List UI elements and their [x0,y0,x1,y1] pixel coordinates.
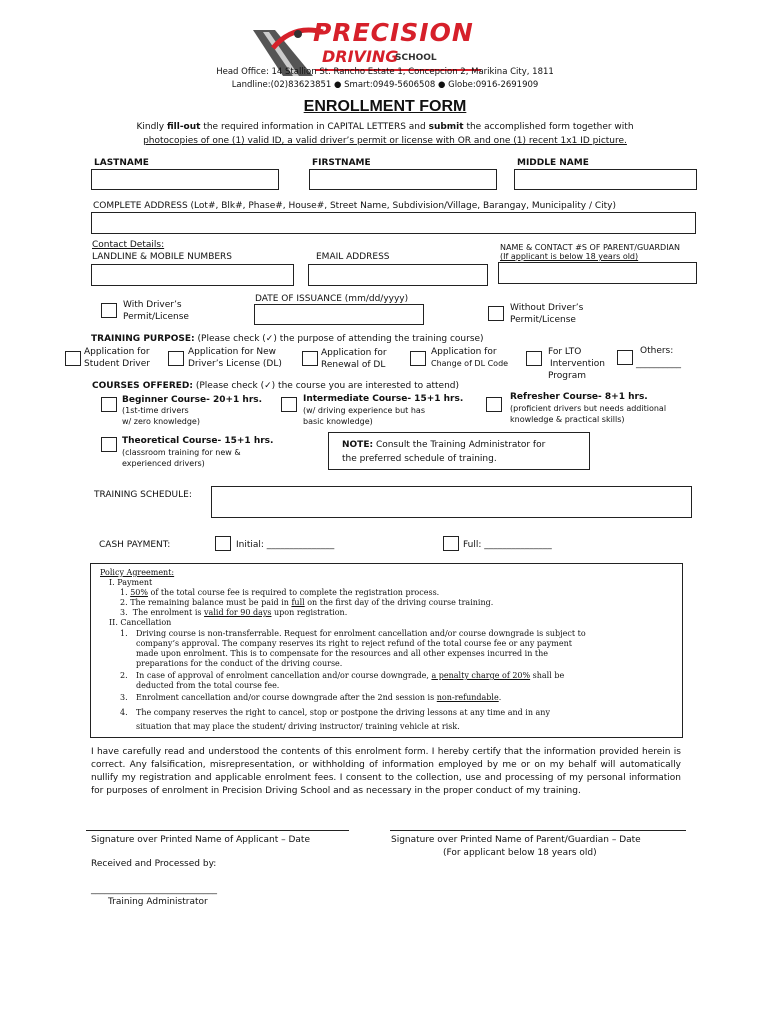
courses-offered-heading: COURSES OFFERED: (Please check (✓) the course you are interested to attend) [92,381,460,391]
contact-details-label: Contact Details: [92,240,165,250]
policy-cancel-1-line4: preparations for the conduct of the driving course. [136,659,343,668]
purpose-lto-label-1: For LTO [548,347,582,357]
purpose-others-checkbox[interactable] [617,350,633,365]
firstname-field[interactable] [309,169,497,190]
policy-payment-2: 2. The remaining balance must be paid in full on the first day of the driving course training. [120,598,494,607]
policy-cancel-4-line1: The company reserves the right to cancel, stop or postpone the driving lessons at any time and in any [136,708,550,717]
intermediate-course-title: Intermediate Course- 15+1 hrs. [303,394,464,404]
policy-cancel-1-line1: Driving course is non-transferrable. Request for enrolment cancellation and/or course downgrade is subject to [136,629,586,638]
applicant-signature-label: Signature over Printed Name of Applicant – Date [91,835,310,845]
note-line2: the preferred schedule of training. [342,454,497,464]
email-label: EMAIL ADDRESS [316,252,390,262]
parent-signature-note: (For applicant below 18 years old) [443,848,597,858]
email-field[interactable] [308,264,488,286]
brand-name: PRECISION [313,18,474,47]
instructions-line2: photocopies of one (1) valid ID, a valid driver’s permit or license with OR and one (1) recent 1x1 ID picture. [143,136,627,146]
policy-agreement-box [90,563,683,738]
parent-contact-label: NAME & CONTACT #S OF PARENT/GUARDIAN [500,243,681,252]
landline-mobile-label: LANDLINE & MOBILE NUMBERS [92,252,233,262]
policy-payment-1: 1. 50% of the total course fee is required to complete the registration process. [120,588,440,597]
policy-cancel-1-line3: made upon enrolment. This is to compensate for the resources and all other expenses incurred in the [136,649,549,658]
address-field[interactable] [91,212,696,234]
purpose-new-license-label-2: Driver’s License (DL) [188,359,282,369]
refresher-course-desc-2: knowledge & practical skills) [510,415,625,424]
policy-cancel-2-line2: deducted from the total course fee. [136,681,280,690]
policy-cancel-1-num: 1. [120,629,128,638]
parent-note-label: (If applicant is below 18 years old) [500,252,639,261]
applicant-signature-line[interactable] [86,830,349,831]
theoretical-course-desc-2: experienced drivers) [122,459,205,468]
purpose-change-code-checkbox[interactable] [410,351,426,366]
instructions-line1: Kindly fill-out the required information in CAPITAL LETTERS and submit the accomplished form together with [136,122,634,132]
purpose-student-driver-checkbox[interactable] [65,351,81,366]
purpose-renewal-checkbox[interactable] [302,351,318,366]
firstname-label: FIRSTNAME [312,158,371,168]
intermediate-course-desc-2: basic knowledge) [303,417,373,426]
lastname-label: LASTNAME [94,158,149,168]
parent-signature-label: Signature over Printed Name of Parent/Guardian – Date [391,835,641,845]
policy-cancel-3-line1: Enrolment cancellation and/or course downgrade after the 2nd session is non-refundable. [136,693,502,702]
purpose-new-license-checkbox[interactable] [168,351,184,366]
without-permit-checkbox[interactable] [488,306,504,321]
policy-section-cancellation: II. Cancellation [109,618,172,627]
payment-full-label: Full: _______________ [463,540,552,550]
policy-payment-3: 3. The enrolment is valid for 90 days upon registration. [120,608,348,617]
date-issuance-label: DATE OF ISSUANCE (mm/dd/yyyy) [255,294,409,304]
with-permit-checkbox[interactable] [101,303,117,318]
cash-payment-label: CASH PAYMENT: [99,540,171,550]
purpose-lto-checkbox[interactable] [526,351,542,366]
beginner-course-checkbox[interactable] [101,397,117,412]
purpose-new-license-label-1: Application for New [188,347,277,357]
theoretical-course-title: Theoretical Course- 15+1 hrs. [122,436,274,446]
received-processed-label: Received and Processed by: [91,859,217,869]
purpose-lto-label-2: Intervention [550,359,605,369]
policy-cancel-2-num: 2. [120,671,128,680]
date-issuance-field[interactable] [254,304,424,325]
purpose-lto-label-3: Program [548,371,586,381]
beginner-course-desc-2: w/ zero knowledge) [122,417,200,426]
intermediate-course-desc-1: (w/ driving experience but has [303,406,425,415]
form-title: ENROLLMENT FORM [303,98,467,115]
beginner-course-desc-1: (1st-time drivers [122,406,189,415]
address-label: COMPLETE ADDRESS (Lot#, Blk#, Phase#, House#, Street Name, Subdivision/Village, Barangay, Municipality / City) [93,201,616,211]
parent-signature-line[interactable] [390,830,686,831]
note-box [328,432,590,470]
brand-driving: DRIVING [322,47,399,66]
training-schedule-field[interactable] [211,486,692,518]
refresher-course-desc-1: (proficient drivers but needs additional [510,404,667,413]
policy-cancel-4-num: 4. [120,708,128,717]
policy-cancel-1-line2: company’s approval. The company reserves its right to reject refund of the total course fee or any payment [136,639,572,648]
theoretical-course-desc-1: (classroom training for new & [122,448,241,457]
with-permit-label-1: With Driver’s [123,300,182,310]
payment-initial-checkbox[interactable] [215,536,231,551]
head-office-address: Head Office: 14 Stallion St. Rancho Estate 1, Concepcion 2, Marikina City, 1811 [216,67,554,77]
policy-cancel-2-line1: In case of approval of enrolment cancellation and/or course downgrade, a penalty charge of 20% shall be [136,671,565,680]
purpose-student-driver-label-2: Student Driver [84,359,150,369]
policy-cancel-4-line2: situation that may place the student/ driving instructor/ training vehicle at risk. [136,722,460,731]
theoretical-course-checkbox[interactable] [101,437,117,452]
training-administrator-label: Training Administrator [108,897,208,907]
landline-mobile-field[interactable] [91,264,294,286]
note-line1: NOTE: Consult the Training Administrator for [342,440,546,450]
intermediate-course-checkbox[interactable] [281,397,297,412]
purpose-student-driver-label-1: Application for [84,347,150,357]
certification-paragraph: I have carefully read and understood the contents of this enrolment form. I hereby certify that the information provided herein is correct. Any falsification, misrepresentation, or withholding of information employed by me or on my behalf will automatically nullify my registration and applicable enrolment fees. I consent to the collection, use and processing of my personal information for purposes of enrolment in Precision Driving School and as necessary in the proper conduct of my training. [91,747,681,796]
without-permit-label-1: Without Driver’s [510,303,584,313]
policy-cancel-3-num: 3. [120,693,128,702]
admin-signature-line: ____________________________ [91,885,217,895]
with-permit-label-2: Permit/License [123,312,189,322]
lastname-field[interactable] [91,169,279,190]
brand-school: SCHOOL [395,53,437,63]
policy-heading: Policy Agreement: [100,568,175,577]
training-purpose-heading: TRAINING PURPOSE: (Please check (✓) the purpose of attending the training course) [91,334,484,344]
purpose-renewal-label-2: Renewal of DL [321,360,386,370]
purpose-others-label: Others: [640,346,674,356]
purpose-renewal-label-1: Application for [321,348,387,358]
middlename-field[interactable] [514,169,697,190]
payment-initial-label: Initial: _______________ [236,540,335,550]
refresher-course-checkbox[interactable] [486,397,502,412]
purpose-change-code-label-1: Application for [431,347,497,357]
middlename-label: MIDDLE NAME [517,158,589,168]
without-permit-label-2: Permit/License [510,315,576,325]
contact-numbers: Landline:(02)83623851 ● Smart:0949-5606508 ● Globe:0916-2691909 [231,80,539,90]
purpose-change-code-label-2: Change of DL Code [431,359,509,368]
training-schedule-label: TRAINING SCHEDULE: [94,490,192,500]
refresher-course-title: Refresher Course- 8+1 hrs. [510,392,648,402]
policy-section-payment: I. Payment [109,578,153,587]
beginner-course-title: Beginner Course- 20+1 hrs. [122,395,263,405]
purpose-others-line: __________ [636,359,681,369]
parent-contact-field[interactable] [498,262,697,284]
payment-full-checkbox[interactable] [443,536,459,551]
